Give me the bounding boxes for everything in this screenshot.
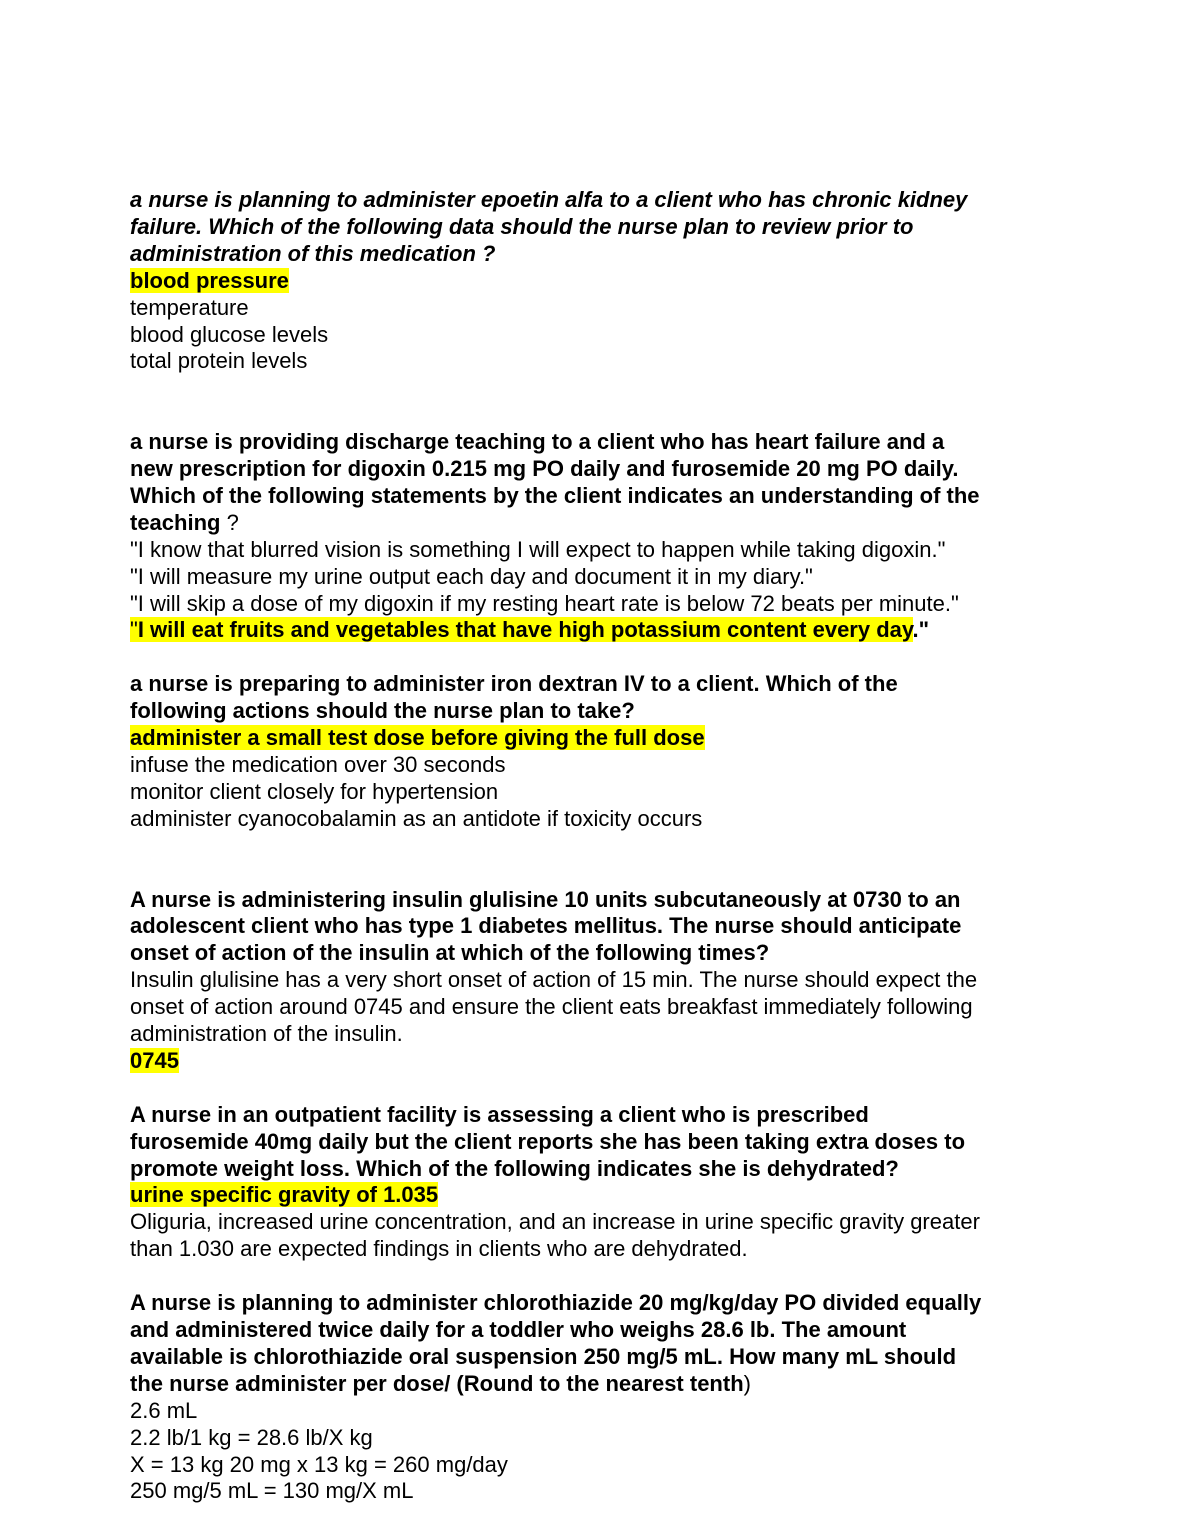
- question-text: Which of the following statements by the client indicates an understanding of the: [130, 482, 980, 508]
- answer-option: administer cyanocobalamin as an antidote if toxicity occurs: [130, 805, 703, 831]
- question-text: and administered twice daily for a toddler who weighs 28.6 lb. The amount: [130, 1316, 907, 1342]
- rationale-text: Oliguria, increased urine concentration, and an increase in urine specific gravity greater: [130, 1209, 980, 1235]
- rationale-text: Insulin glulisine has a very short onset of action of 15 min. The nurse should expect the: [130, 967, 978, 993]
- answer-option: infuse the medication over 30 seconds: [130, 752, 506, 777]
- question-text: adolescent client who has type 1 diabetes mellitus. The nurse should anticipate: [130, 913, 962, 939]
- question-text: available is chlorothiazide oral suspension 250 mg/5 mL. How many mL should: [130, 1343, 957, 1369]
- question-text: failure. Which of the following data should the nurse plan to review prior to: [130, 213, 914, 239]
- rationale-text: administration of the insulin.: [130, 1021, 403, 1047]
- calculation-step: X = 13 kg 20 mg x 13 kg = 260 mg/day: [130, 1451, 508, 1477]
- rationale-text: than 1.030 are expected findings in clients who are dehydrated.: [130, 1236, 748, 1262]
- question-5: [130, 1102, 1050, 1263]
- question-text: administration of this medication ?: [130, 240, 496, 266]
- question-text: A nurse in an outpatient facility is assessing a client who is prescribed: [130, 1101, 869, 1127]
- correct-answer: 2.6 mL: [130, 1397, 198, 1423]
- question-text: ): [743, 1370, 751, 1396]
- correct-answer: 0745: [130, 1047, 179, 1073]
- correct-answer: I will eat fruits and vegetables that have high potassium content every day: [137, 617, 913, 643]
- question-4: [130, 887, 1050, 1075]
- rationale-text: onset of action around 0745 and ensure the client eats breakfast immediately following: [130, 994, 973, 1020]
- question-text: furosemide 40mg daily but the client reports she has been taking extra doses to: [130, 1128, 966, 1154]
- answer-option: total protein levels: [130, 348, 308, 374]
- question-text: A nurse is administering insulin glulisine 10 units subcutaneously at 0730 to an: [130, 886, 961, 912]
- answer-option: "I will measure my urine output each day and document it in my diary.": [130, 563, 813, 589]
- answer-quote: ": [130, 617, 138, 643]
- question-text: onset of action of the insulin at which of the following times?: [130, 940, 770, 966]
- question-2: [130, 429, 1050, 644]
- question-text: teaching: [130, 509, 221, 535]
- question-text: a nurse is providing discharge teaching to a client who has heart failure and a: [130, 429, 945, 455]
- question-text: new prescription for digoxin 0.215 mg PO daily and furosemide 20 mg PO daily.: [130, 456, 959, 482]
- question-text: A nurse is planning to administer chlorothiazide 20 mg/kg/day PO divided equally: [130, 1290, 982, 1316]
- question-3: [130, 671, 1050, 832]
- question-text: ?: [220, 509, 239, 535]
- question-1: [130, 187, 1050, 375]
- answer-option: blood glucose levels: [130, 321, 329, 347]
- question-text: the nurse administer per dose/ (Round to the nearest tenth: [130, 1370, 744, 1396]
- correct-answer: blood pressure: [130, 267, 289, 293]
- answer-option: "I know that blurred vision is something I will expect to happen while taking digoxin.": [130, 536, 946, 562]
- answer-option: monitor client closely for hypertension: [130, 778, 499, 804]
- question-text: promote weight loss. Which of the following indicates she is dehydrated?: [130, 1155, 899, 1181]
- question-text: a nurse is planning to administer epoetin alfa to a client who has chronic kidney: [130, 187, 968, 212]
- question-6: [130, 1290, 1050, 1505]
- answer-option: temperature: [130, 294, 249, 320]
- correct-answer: urine specific gravity of 1.035: [130, 1182, 439, 1208]
- question-text: a nurse is preparing to administer iron dextran IV to a client. Which of the: [130, 671, 898, 697]
- correct-answer: administer a small test dose before giving the full dose: [130, 725, 705, 751]
- question-text: following actions should the nurse plan to take?: [130, 698, 635, 724]
- answer-quote: .": [912, 617, 930, 643]
- calculation-step: 2.2 lb/1 kg = 28.6 lb/X kg: [130, 1424, 373, 1450]
- document-page: [130, 187, 1050, 1505]
- answer-option: "I will skip a dose of my digoxin if my resting heart rate is below 72 beats per minute.": [130, 590, 959, 616]
- calculation-step: 250 mg/5 mL = 130 mg/X mL: [130, 1478, 414, 1504]
